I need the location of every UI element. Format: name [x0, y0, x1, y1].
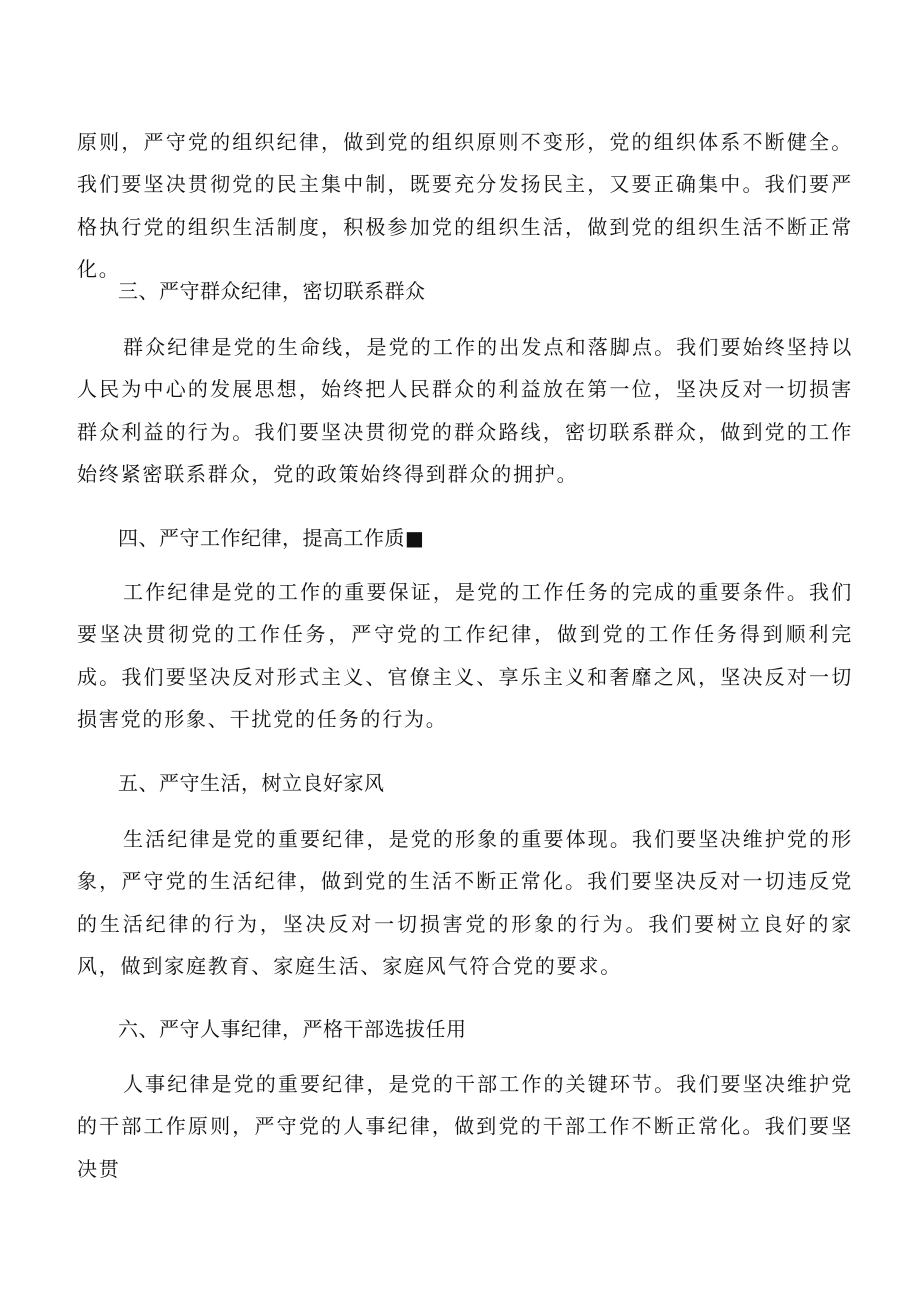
paragraph-mass-discipline: 群众纪律是党的生命线，是党的工作的出发点和落脚点。我们要始终坚持以人民为中心的发展思想，始终把人民群众的利益放在第一位，坚决反对一切损害群众利益的行为。我们要坚决贯彻党的群众路线，密切联系群众，做到党的工作始终紧密联系群众，党的政策始终得到群众的拥护。 — [77, 335, 853, 486]
paragraph-personnel-discipline: 人事纪律是党的重要纪律，是党的干部工作的关键环节。我们要坚决维护党的干部工作原则，严守党的人事纪律，做到党的干部工作不断正常化。我们要坚决贯 — [77, 1072, 853, 1181]
heading-section-4: 四、严守工作纪律，提高工作质■ — [118, 526, 425, 550]
paragraph-organization-discipline: 原则，严守党的组织纪律，做到党的组织原则不变形，党的组织体系不断健全。我们要坚决贯彻党的民主集中制，既要充分发扬民主，又要正确集中。我们要严格执行党的组织生活制度，积极参加党的组织生活，做到党的组织生活不断正常化。 — [77, 130, 853, 281]
paragraph-work-discipline: 工作纪律是党的工作的重要保证，是党的工作任务的完成的重要条件。我们要坚决贯彻党的工作任务，严守党的工作纪律，做到党的工作任务得到顺利完成。我们要坚决反对形式主义、官僚主义、享乐主义和奢靡之风，坚决反对一切损害党的形象、干扰党的任务的行为。 — [77, 580, 853, 731]
heading-section-6: 六、严守人事纪律，严格干部选拔任用 — [118, 1017, 467, 1041]
heading-section-3: 三、严守群众纪律，密切联系群众 — [118, 279, 426, 303]
paragraph-life-discipline: 生活纪律是党的重要纪律，是党的形象的重要体现。我们要坚决维护党的形象，严守党的生活纪律，做到党的生活不断正常化。我们要坚决反对一切违反党的生活纪律的行为，坚决反对一切损害党的形象的行为。我们要树立良好的家风，做到家庭教育、家庭生活、家庭风气符合党的要求。 — [77, 827, 853, 978]
heading-section-5: 五、严守生活，树立良好家风 — [118, 771, 385, 795]
